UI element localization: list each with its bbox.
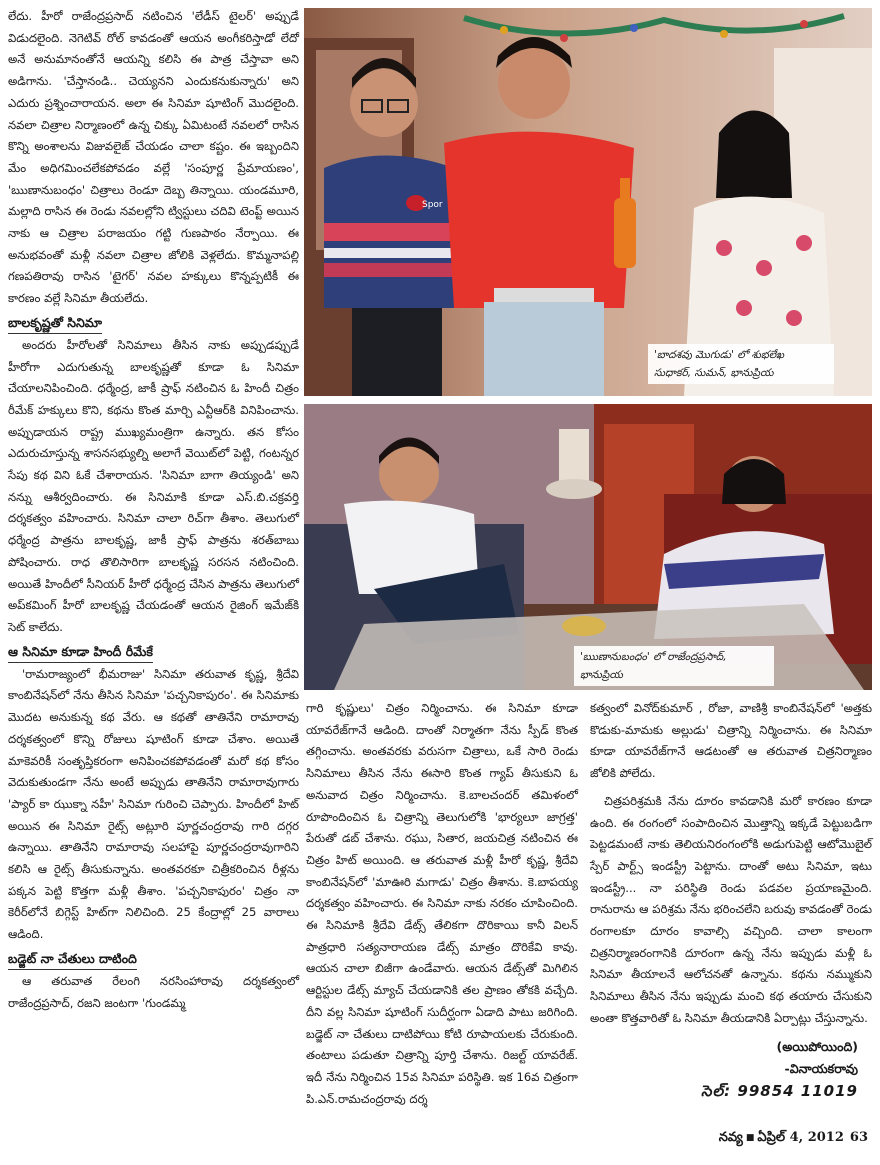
paragraph: చిత్రపరిశ్రమకి నేను దూరం కావడానికి మరో కారణం కూడా ఉంది. ఈ రంగంలో సంపాదించిన మొత్తాన్ని ఇక్కడే పెట్టుబడిగా పెట్టడమంటే నాకు తెలియనిరంగంలోకి అడుగుపెట్టి ఆటోమొబైల్ స్పేర్ పార్ట్స్ ఇండస్ట్రీ పెట్టాను. దాంతో అటు సినిమా, ఇటు ఇండస్ట్రీ... నా పరిస్థితి రెండు పడవల ప్రయాణమైంది. రానురాను ఆ పరిశ్రమ నేను భరించలేని బరువు కావడంతో రెండు రంగాలకూ దూరం కావాల్సి వచ్చింది. చాలా కాలంగా చిత్రనిర్మాణరంగానికి దూరంగా ఉన్న నేను ఇప్పుడు మళ్లీ ఓ సినిమా తీయాలనే ఆలోచనతో ఉన్నాను. కథను నమ్ముకుని సినిమాలు తీసిన నేను ఇప్పుడు మంచి కథ తయారు చేసుకుని అంతా కొత్తవారితో ఓ సినిమా తీయడానికి ఏర్పాట్లు చేస్తున్నాను. [590, 793, 872, 1025]
photo-caption-1 [648, 344, 834, 384]
shirt-logo-text: Spor [422, 200, 443, 210]
page-footer [719, 1130, 868, 1148]
photo-film-still-1 [304, 8, 872, 396]
caption-line: 'ఋణానుబంధం' లో రాజేంద్రప్రసాద్, [580, 651, 727, 663]
page-number: 63 [849, 1130, 868, 1145]
issue-date: ఏప్రిల్ 4, 2012 [757, 1130, 844, 1145]
right-column [590, 698, 872, 1104]
section-heading: బడ్జెట్ నా చేతులు దాటింది [8, 949, 137, 970]
caption-line: సుధాకర్, సుమన్, భానుప్రియ [654, 367, 774, 379]
author-phone: సెల్: 99854 11019 [701, 1081, 858, 1100]
middle-column [306, 698, 578, 1110]
photo-film-still-2 [304, 404, 872, 690]
caption-line: 'బాదశవు మొగుడు' లో శుభలేఖ [654, 349, 785, 361]
caption-line: భానుప్రియ [580, 669, 623, 681]
paragraph: 'రామరాజ్యంలో భీమరాజు' సినిమా తరువాత కృష్ణ, శ్రీదేవి కాంబినేషన్‌లో నేను తీసిన సినిమా 'పచ్చనికాపురం'. ఈ సినిమాకు మొదట అనుకున్న కథ వేరు. ఆ కథతో తాతినేని రామారావు దర్శకత్వంలో కొన్ని రోజులు షూటింగ్ కూడా చేశాం. అయితే మాకెవరికీ సంతృప్తికరంగా అనిపించకపోవడంతో మరో కథ కోసం వెదుకుతుండగా నేను అంటే అప్పుడు తాతినేని రామారావుగారు 'ప్యార్ కా ఝుక్నా నహీ' సినిమా గురించి చెప్పారు. హిందీలో హిట్ అయిన ఈ సినిమా రైట్స్ అట్లూరి పూర్ణచంద్రరావు గారి దగ్గర ఉన్నాయి. తాతినేని రామారావు సలహాపై పూర్ణచంద్రరావుగారిని కలిసి ఆ రైట్స్ తీసుకున్నాను. అంతవరకూ చిత్రీకరించిన రీళ్లను పక్కన పెట్టి కొత్తగా మళ్లీ తీశాం. 'పచ్చనికాపురం' చిత్రం నా కెరీర్‌లోనే బిగ్గెస్ట్ హిట్‌గా నిలిచింది. 25 కేంద్రాల్లో 25 వారాలు ఆడింది. [8, 666, 299, 942]
photo-caption-2 [574, 646, 774, 686]
article-status: (అయిపోయింది) [776, 1038, 858, 1054]
author-name: -వినాయకరావు [784, 1060, 858, 1076]
paragraph: అందరు హీరోలతో సినిమాలు తీసిన నాకు అప్పుడప్పుడే హీరోగా ఎదుగుతున్న బాలకృష్ణతో కూడా ఓ సినిమా చేయాలనిపించింది. ధర్మేంద్ర, జాకీ ష్రాఫ్ నటించిన ఓ హిందీ చిత్రం రీమేక్ హక్కులు కొని, కథను కొంత మార్చి ఎన్టీఆర్‌కి వినిపించాను. అప్పుడాయన రాష్ట్ర ముఖ్యమంత్రిగా ఉన్నారు. తన కోసం ఎదురుచూస్తున్న శాసనసభ్యుల్ని అలాగే వెయిట్‌లో పెట్టి, గంటన్నర సేపు కథ విని ఓకే చేశారాయన. 'సినిమా బాగా తియ్యండి' అని నన్ను ఆశీర్వదించారు. ఈ సినిమాకి కూడా ఎస్.బి.చక్రవర్తి దర్శకత్వం వహించారు. సినిమా చాలా రిచ్‌గా తీశాం. తెలుగులో ధర్మేంద్ర పాత్రను బాలకృష్ణ, జాకీ ష్రాఫ్ పాత్రను శరత్‌బాబు పోషించారు. రాధ తొలిసారిగా బాలకృష్ణ సరసన నటించింది. అయితే హిందీలో సీనియర్ హీరో ధర్మేంద్ర చేసిన పాత్రను తెలుగులో అప్‌కమింగ్ హీరో బాలకృష్ణ చేయడంతో ఆయన రైజింగ్ ఇమేజ్‌కి సెట్ కాలేదు. [8, 337, 299, 634]
paragraph: లేదు. హీరో రాజేంద్రప్రసాద్ నటించిన 'లేడీస్ టైలర్' అప్పుడే విడుదలైంది. నెగెటివ్ రోల్ కావడంతో ఆయన అంగీకరిస్తాడో లేదో అనే అనుమానంతోనే ఆయన్ని కలిసి ఈ పాత్ర చేస్తావా అని అడిగాను. 'చేస్తానండి.. చెయ్యనని ఎందుకనుకున్నారు' అని ఎదురు ప్రశ్నించారాయన. అలా ఈ సినిమా షూటింగ్ మొదలైంది. నవలా చిత్రాల నిర్మాణంలో ఉన్న చిక్కు ఏమిటంటే నవలలో రాసిన కొన్ని అంశాలను విజువలైజ్ చేయడం చాలా కష్టం. ఈ ఇబ్బందిని మేం అధిగమించలేకపోవడం వల్లే 'సంపూర్ణ ప్రేమాయణం', 'ఋణానుబంధం' చిత్రాలు రెండూ దెబ్బ తిన్నాయి. యండమూరి, మల్లాది రాసిన ఈ రెండు నవలల్లోని ట్విస్టులు చదివి టెంప్ట్ అయిన నాకు ఆ చిత్రాల పరాజయం గట్టి గుణపాఠం నేర్పాయి. ఈ అనుభవంతో మళ్లీ నవలా చిత్రాల జోలికి వెళ్లలేదు. కొమ్మనాపల్లి గణపతిరావు రాసిన 'టైగర్' నవల హక్కులు కొన్నప్పటికీ ఈ కారణం వల్లే సినిమా తీయలేదు. [8, 9, 299, 306]
magazine-brand: నవ్య [718, 1130, 743, 1145]
left-column [8, 6, 299, 1014]
paragraph: ఆ తరువాత రేలంగి నరసింహారావు దర్శకత్వంలో రాజేంద్రప్రసాద్, రజని జంటగా 'గుండమ్మ [8, 973, 299, 1010]
section-heading: ఆ సినిమా కూడా హిందీ రీమేకే [8, 642, 153, 663]
paragraph: కత్వంలో వినోద్‌కుమార్ , రోజా, వాణిశ్రీ కాంబినేషన్‌లో 'అత్తకు కొడుకు-మామకు అల్లుడు' చిత్రాన్ని నిర్మించాను. ఈ సినిమా కూడా యావరేజ్‌గానే ఆడటంతో ఆ తరువాత చిత్రనిర్మాణం జోలికి పోలేదు. [590, 701, 872, 781]
square-bullet-icon: ■ [745, 1132, 755, 1143]
paragraph: గారి కృష్ణులు' చిత్రం నిర్మించాను. ఈ సినిమా కూడా యావరేజ్‌గానే ఆడింది. దాంతో నిర్మాతగా నేను స్పీడ్ కొంత తగ్గించాను. అంతవరకు వరుసగా చిత్రాలు, ఒకే సారి రెండు సినిమాలు తీసిన నేను ఈసారి కొంత గ్యాప్ తీసుకుని ఓ అనువాద చిత్రం నిర్మించాను. కె.బాలచందర్ తమిళంలో రూపొందించిన ఓ చిత్రాన్ని తెలుగులోకి 'భార్యలూ జాగ్రత్త' పేరుతో డబ్ చేశాను. రఘు, సితార, జయచిత్ర నటించిన ఈ చిత్రం హిట్ అయింది. ఆ తరువాత మళ్లీ హీరో కృష్ణ, శ్రీదేవి కాంబినేషన్‌లో 'మాఊరి మగాడు' చిత్రం తీశాను. కె.బాపయ్య దర్శకత్వం వహించారు. ఈ సినిమా నాకు నరకం చూపించింది. ఈ సినిమాకి శ్రీదేవి డేట్స్ తేలికగా దొరికాయి కానీ విలన్ పాత్రధారి సత్యనారాయణ డేట్స్ మాత్రం దొరికేవి కావు. ఆయన చాలా బిజీగా ఉండేవారు. ఆయన డేట్స్‌తో మిగిలిన ఆర్టిస్టుల డేట్స్ మ్యాచ్ చేయడానికి తల ప్రాణం తోకకి వచ్చేది. దీని వల్ల సినిమా షూటింగ్ సుదీర్ఘంగా ఏడాది పాటు జరిగింది. బడ్జెట్ నా చేతులు దాటిపోయి కోటి రూపాయలకు చేరుకుంది. తంటాలు పడుతూ చిత్రాన్ని పూర్తి చేశాను. రిజల్ట్ యావరేజ్. ఇదీ నేను నిర్మించిన 15వ సినిమా పరిస్థితి. ఇక 16వ చిత్రంగా పి.ఎన్.రామచంద్రరావు దర్శ [306, 701, 578, 1106]
section-heading: బాలకృష్ణతో సినిమా [8, 313, 102, 334]
